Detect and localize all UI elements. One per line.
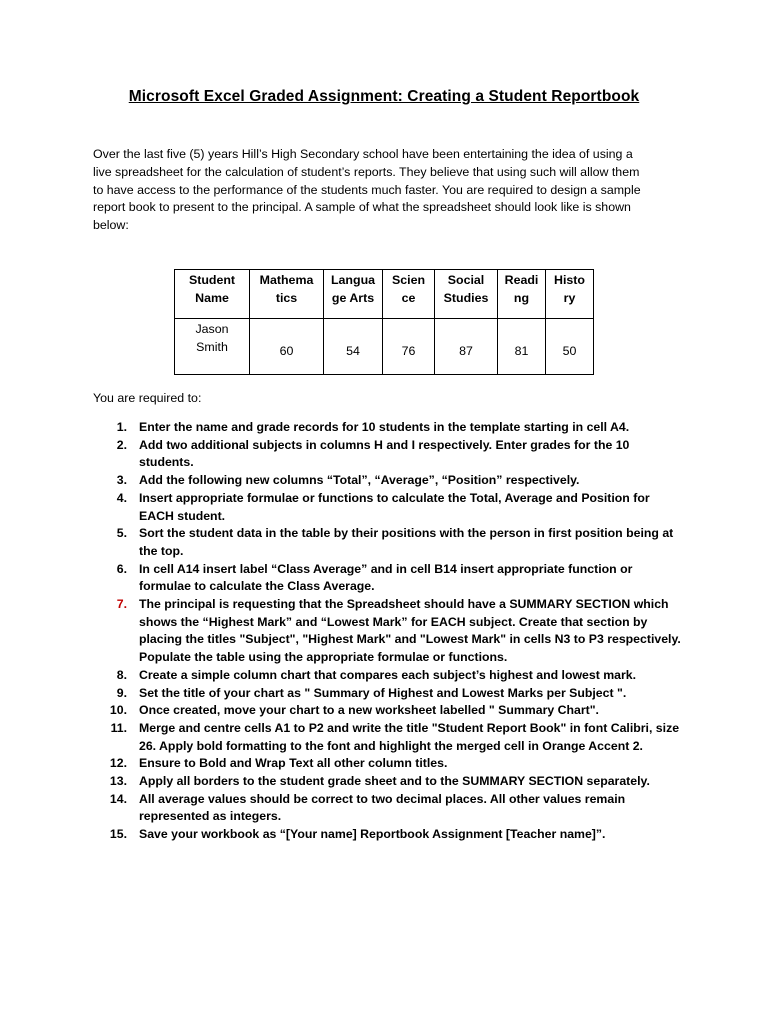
table-row [175,319,594,375]
task-item [93,791,683,826]
cell-reading: 81 [498,319,546,375]
header-text: Readi [504,273,539,287]
task-text [139,472,683,490]
cell-social-studies: 87 [435,319,498,375]
task-line: Add two additional subjects in columns H and I respectively. Enter grades for the 10 [139,437,630,452]
task-line: Sort the student data in the table by their positions with the person in first position being at [139,526,674,541]
task-line: Populate the table using the appropriate formulae or functions. [139,650,508,665]
task-line: Apply all borders to the student grade sheet and to the SUMMARY SECTION separately. [139,774,650,789]
task-number: 1. [116,420,127,434]
task-item [93,826,683,844]
header-text: Studies [443,290,489,305]
required-label: You are required to: [93,391,202,405]
cell-history: 50 [546,319,594,375]
task-line: EACH student. [139,508,226,523]
task-text [139,791,683,826]
intro-line: to have access to the performance of the students much faster. You are required to design a sample [93,182,641,197]
cell-science: 76 [383,319,435,375]
task-text [139,826,683,844]
task-item [93,685,683,703]
task-number: 15. [109,827,127,842]
header-text: ry [563,290,576,305]
header-history [546,270,594,319]
task-line: students. [139,455,194,470]
header-text: Histo [554,273,585,287]
document-title: Microsoft Excel Graded Assignment: Creating a Student Reportbook [128,88,640,105]
task-item [93,773,683,791]
task-line: 26. Apply bold formatting to the font and highlight the merged cell in Orange Accent 2. [139,738,643,753]
task-text [139,437,683,472]
task-line: Add the following new columns “Total”, “Average”, “Position” respectively. [139,473,580,488]
task-line: Enter the name and grade records for 10 students in the template starting in cell A4. [139,420,630,434]
task-number: 11. [110,720,127,735]
task-text [139,419,683,437]
task-number: 10. [109,703,127,718]
task-item [93,525,683,560]
header-text: Social [447,273,485,287]
task-line: represented as integers. [139,809,282,824]
task-item [93,419,683,437]
task-text [139,596,683,667]
task-text [139,685,683,703]
header-text: Langua [330,273,376,287]
cell-text: Jason [195,322,229,336]
header-text: Scien [391,273,426,287]
task-item [93,755,683,773]
cell-language-arts: 54 [324,319,383,375]
header-reading [498,270,546,319]
task-line: Create a simple column chart that compares each subject’s highest and lowest mark. [139,667,637,682]
header-text: tics [275,290,298,305]
task-line: the top. [139,543,184,558]
cell-text: Smith [196,339,228,354]
intro-paragraph [93,146,683,235]
task-line: In cell A14 insert label “Class Average” and in cell B14 insert appropriate function or [139,561,633,576]
task-number: 6. [116,561,127,576]
header-text: ce [401,290,416,305]
task-item [93,490,683,525]
task-list [93,419,683,844]
cell-student-name [175,319,250,375]
task-text [139,702,683,720]
task-text [139,773,683,791]
task-line: The principal is requesting that the Spreadsheet should have a SUMMARY SECTION which [139,597,669,612]
task-line: placing the titles "Subject", "Highest Mark" and "Lowest Mark" in cells N3 to P3 respectively. [139,632,681,647]
task-item [93,702,683,720]
task-item [93,472,683,490]
task-number: 4. [116,490,127,505]
header-student-name [175,270,250,319]
cell-mathematics: 60 [250,319,324,375]
intro-line: below: [93,218,129,233]
intro-line: live spreadsheet for the calculation of student’s reports. They believe that using such will allow them [93,164,640,179]
intro-line: Over the last five (5) years Hill’s High Secondary school have been entertaining the idea of using a [93,147,633,161]
task-line: Merge and centre cells A1 to P2 and write the title "Student Report Book" in font Calibri, size [139,720,680,735]
task-line: All average values should be correct to two decimal places. All other values remain [139,791,626,806]
header-science [383,270,435,319]
task-item [93,720,683,755]
task-line: Set the title of your chart as " Summary of Highest and Lowest Marks per Subject ". [139,685,627,700]
task-item [93,596,683,667]
task-line: Insert appropriate formulae or functions to calculate the Total, Average and Position for [139,490,650,505]
header-text: ng [513,290,530,305]
header-text: Name [195,290,229,305]
header-social-studies [435,270,498,319]
task-text [139,525,683,560]
task-number: 7. [116,597,127,612]
table-header-row [175,270,594,319]
task-line: formulae to calculate the Class Average. [139,579,375,594]
sample-grade-table [174,269,594,375]
task-number: 13. [109,774,127,789]
task-item [93,437,683,472]
task-number: 3. [116,473,127,488]
task-line: Ensure to Bold and Wrap Text all other column titles. [139,756,448,771]
task-text [139,755,683,773]
task-item [93,561,683,596]
task-text [139,561,683,596]
task-text [139,490,683,525]
task-item [93,667,683,685]
task-line: Save your workbook as “[Your name] Reportbook Assignment [Teacher name]”. [139,827,606,842]
task-number: 12. [109,756,127,771]
task-number: 8. [116,667,127,682]
task-line: shows the “Highest Mark” and “Lowest Mark” for EACH subject. Create that section by [139,614,648,629]
header-text: Student [188,273,236,287]
task-line: Once created, move your chart to a new worksheet labelled " Summary Chart". [139,703,599,718]
header-mathematics [250,270,324,319]
intro-line: report book to present to the principal. A sample of what the spreadsheet should look like is shown [93,200,631,215]
task-text [139,667,683,685]
task-text [139,720,683,755]
task-number: 14. [109,791,127,806]
task-number: 5. [116,526,127,541]
header-text: ge Arts [331,290,375,305]
header-text: Mathema [259,273,314,287]
task-number: 2. [116,437,127,452]
header-language-arts [324,270,383,319]
task-number: 9. [116,685,127,700]
